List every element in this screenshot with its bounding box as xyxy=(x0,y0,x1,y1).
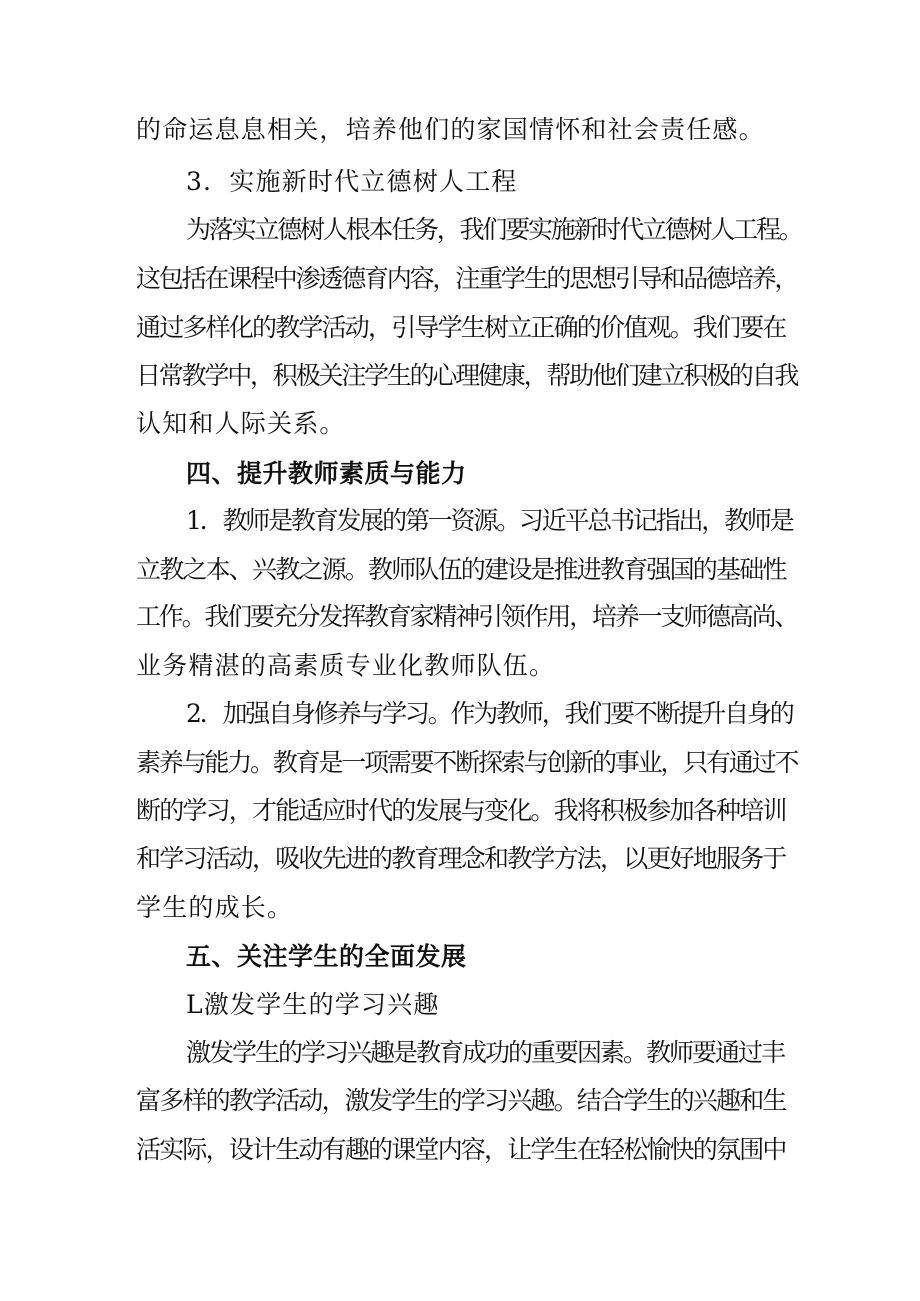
paragraph-line: 活实际，设计生动有趣的课堂内容，让学生在轻松愉快的氛围中 xyxy=(136,1135,786,1164)
paragraph-line: 和学习活动，吸收先进的教育理念和教学方法，以更好地服务于 xyxy=(136,844,786,873)
paragraph-line: 富多样的教学活动，激发学生的学习兴趣。结合学生的兴趣和生 xyxy=(136,1086,786,1115)
subsection-heading: L激发学生的学习兴趣 xyxy=(186,990,440,1019)
paragraph-line: 学生的成长。 xyxy=(136,893,294,922)
paragraph-line: 认知和人际关系。 xyxy=(136,409,346,438)
subsection-heading: 3．实施新时代立德树人工程 xyxy=(186,167,518,196)
paragraph-line: 立教之本、兴教之源。教师队伍的建设是推进教育强国的基础性 xyxy=(136,555,786,584)
paragraph-line: 工作。我们要充分发挥教育家精神引领作用，培养一支师德高尚、 xyxy=(136,602,798,631)
paragraph-line: 素养与能力。教育是一项需要不断探索与创新的事业，只有通过不 xyxy=(136,748,798,777)
paragraph-line: 1．教师是教育发展的第一资源。习近平总书记指出，教师是 xyxy=(186,506,793,535)
paragraph-line: 这包括在课程中渗透德育内容，注重学生的思想引导和品德培养， xyxy=(136,264,798,293)
section-heading: 五、关注学生的全面发展 xyxy=(186,942,467,971)
paragraph-line: 通过多样化的教学活动，引导学生树立正确的价值观。我们要在 xyxy=(136,313,786,342)
paragraph-line: 断的学习，才能适应时代的发展与变化。我将积极参加各种培训 xyxy=(136,796,786,825)
paragraph-line: 2．加强自身修养与学习。作为教师，我们要不断提升自身的 xyxy=(186,699,793,728)
paragraph-line: 激发学生的学习兴趣是教育成功的重要因素。教师要通过丰 xyxy=(186,1038,785,1067)
paragraph-line: 日常教学中，积极关注学生的心理健康，帮助他们建立积极的自我 xyxy=(136,361,798,390)
paragraph-line: 业务精湛的高素质专业化教师队伍。 xyxy=(136,651,556,680)
text-line: 的命运息息相关，培养他们的家国情怀和社会责任感。 xyxy=(136,115,765,144)
section-heading: 四、提升教师素质与能力 xyxy=(186,459,467,488)
paragraph-line: 为落实立德树人根本任务，我们要实施新时代立德树人工程。 xyxy=(186,215,802,244)
